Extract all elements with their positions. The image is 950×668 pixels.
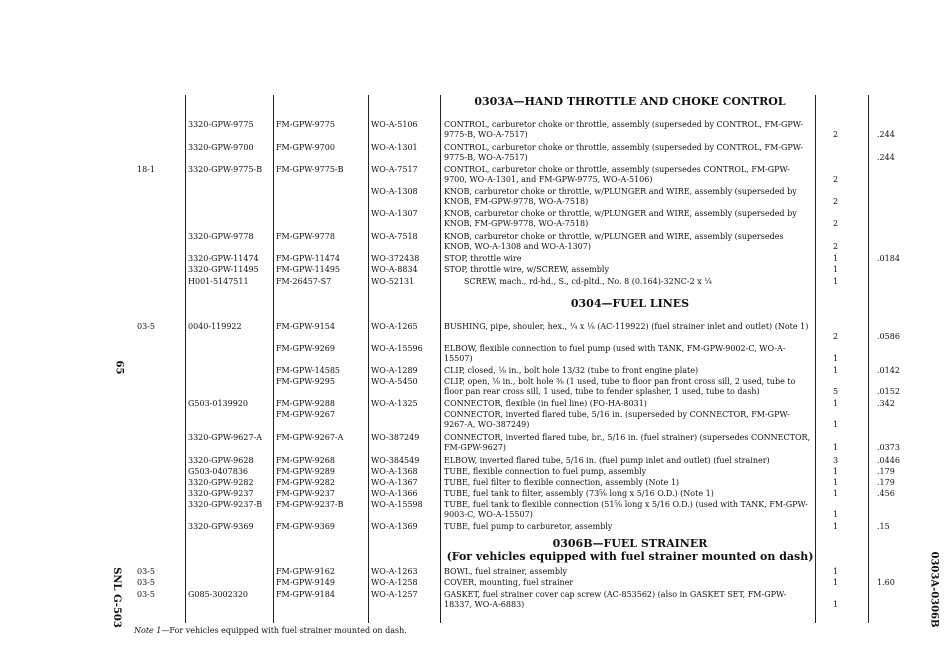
quantity: 1: [833, 254, 839, 263]
right-margin-code: 0303A-0306B: [928, 551, 940, 628]
fig-ref: 03-5: [137, 590, 155, 599]
price: .244: [877, 153, 895, 162]
description: STOP, throttle wire, w/SCREW, assembly: [444, 265, 609, 274]
ford-number: FM-GPW-9237: [276, 489, 335, 498]
description: TUBE, fuel filter to flexible connection, assembly (Note 1): [444, 478, 680, 487]
wo-number: WO-A-8834: [371, 265, 418, 274]
description: CONTROL, carburetor choke or throttle, assembly (superseded by CONTROL, FM-GPW-9775-B, WO-A-7517): [444, 120, 804, 139]
stock-number: H001-5147511: [188, 277, 249, 286]
ford-number: FM-GPW-9162: [276, 567, 335, 576]
stock-number: G503-0407836: [188, 467, 248, 476]
wo-number: WO-387249: [371, 433, 420, 442]
wo-number: WO-A-5450: [371, 377, 418, 386]
rule-1: [185, 95, 186, 623]
description: CLIP, open, ⅛ in., bolt hole ⅜ (1 used, tube to floor pan front cross sill, 2 used, tube to floor pan rear cross sill, 1 used, tube to fender splasher, 1 used, tube to dash): [444, 377, 796, 396]
price: .15: [877, 522, 890, 531]
wo-number: WO-A-1289: [371, 366, 418, 375]
ford-number: FM-GPW-9700: [276, 143, 335, 152]
wo-number: WO-A-1366: [371, 489, 418, 498]
stock-number: 3320-GPW-11474: [188, 254, 259, 263]
ford-number: FM-GPW-9268: [276, 456, 335, 465]
ford-number: FM-GPW-9288: [276, 399, 335, 408]
wo-number: WO-A-7518: [371, 232, 418, 241]
ford-number: FM-GPW-9269: [276, 344, 335, 353]
quantity: 5: [833, 387, 839, 396]
price: .244: [877, 130, 895, 139]
fig-ref: 03-5: [137, 567, 155, 576]
ford-number: FM-GPW-9267: [276, 410, 335, 419]
ford-number: FM-GPW-9289: [276, 467, 335, 476]
ford-number: FM-GPW-11474: [276, 254, 341, 263]
stock-number: 3320-GPW-9627-A: [188, 433, 263, 442]
fig-ref: 03-5: [137, 578, 155, 587]
ford-number: FM-GPW-9282: [276, 478, 335, 487]
stock-number: 3320-GPW-11495: [188, 265, 259, 274]
wo-number: WO-A-1307: [371, 209, 418, 218]
wo-number: WO-A-1258: [371, 578, 418, 587]
stock-number: 3320-GPW-9775: [188, 120, 254, 129]
ford-number: FM-GPW-9369: [276, 522, 335, 531]
quantity: 1: [833, 354, 839, 363]
quantity: 1: [833, 489, 839, 498]
ford-number: FM-GPW-9778: [276, 232, 335, 241]
rule-2: [273, 95, 274, 623]
wo-number: WO-A-1257: [371, 590, 418, 599]
wo-number: WO-A-1368: [371, 467, 418, 476]
ford-number: FM-GPW-9775-B: [276, 165, 344, 174]
wo-number: WO-A-15598: [371, 500, 423, 509]
quantity: 2: [833, 197, 839, 206]
quantity: 2: [833, 242, 839, 251]
description: CONNECTOR, flexible (in fuel line) (FO-HA-8031): [444, 399, 647, 408]
wo-number: WO-A-1308: [371, 187, 418, 196]
rule-3: [368, 95, 369, 623]
wo-number: WO-A-5106: [371, 120, 418, 129]
section-heading-fuel-strainer: 0306B—FUEL STRAINER: [552, 537, 708, 550]
stock-number: 3320-GPW-9775-B: [188, 165, 263, 174]
description: KNOB, carburetor choke or throttle, w/PLUNGER and WIRE, assembly (superseded by KNOB, FM-GPW-9778, WO-A-7518): [444, 187, 797, 206]
description: ELBOW, flexible connection to fuel pump (used with TANK, FM-GPW-9002-C, WO-A-15507): [444, 344, 786, 363]
quantity: 1: [833, 277, 839, 286]
description: STOP, throttle wire: [444, 254, 522, 263]
stock-number: 3320-GPW-9237: [188, 489, 254, 498]
wo-number: WO-A-1367: [371, 478, 418, 487]
description: TUBE, fuel tank to flexible connection (51⅝ long x 5/16 O.D.) (used with TANK, FM-GPW-9003-C, WO-A-15507): [444, 500, 808, 519]
quantity: 1: [833, 478, 839, 487]
description: TUBE, fuel tank to filter, assembly (73⅝ long x 5/16 O.D.) (Note 1): [444, 489, 714, 498]
quantity: 3: [833, 456, 839, 465]
quantity: 1: [833, 443, 839, 452]
price: .0446: [877, 456, 900, 465]
quantity: 2: [833, 219, 839, 228]
price: .456: [877, 489, 895, 498]
quantity: 1: [833, 567, 839, 576]
ford-number: FM-GPW-14585: [276, 366, 341, 375]
stock-number: 3320-GPW-9369: [188, 522, 254, 531]
quantity: 1: [833, 578, 839, 587]
price: .0586: [877, 332, 900, 341]
stock-number: 3320-GPW-9628: [188, 456, 254, 465]
wo-number: WO-A-15596: [371, 344, 423, 353]
quantity: 1: [833, 420, 839, 429]
fig-ref: 03-5: [137, 322, 155, 331]
page-number: 65: [113, 360, 125, 375]
price: 1.60: [877, 578, 895, 587]
ford-number: FM-26457-S7: [276, 277, 332, 286]
quantity: 1: [833, 510, 839, 519]
description: GASKET, fuel strainer cover cap screw (AC-853562) (also in GASKET SET, FM-GPW-18337, WO-A-6883): [444, 590, 787, 609]
stock-number: G503-0139920: [188, 399, 248, 408]
wo-number: WO-A-7517: [371, 165, 418, 174]
ford-number: FM-GPW-9149: [276, 578, 335, 587]
wo-number: WO-A-1263: [371, 567, 418, 576]
price: .179: [877, 478, 895, 487]
quantity: 2: [833, 175, 839, 184]
price: .0142: [877, 366, 900, 375]
stock-number: 3320-GPW-9700: [188, 143, 254, 152]
price: .0152: [877, 387, 900, 396]
description: BOWL, fuel strainer, assembly: [444, 567, 568, 576]
wo-number: WO-A-1265: [371, 322, 418, 331]
section-heading-throttle: 0303A—HAND THROTTLE AND CHOKE CONTROL: [474, 95, 786, 108]
description: CONNECTOR, inverted flared tube, br., 5/16 in. (fuel strainer) (supersedes CONNECTOR, FM-GPW-9627): [444, 433, 811, 452]
quantity: 1: [833, 366, 839, 375]
description: SCREW, mach., rd-hd., S., cd-pltd., No. 8 (0.164)-32NC-2 x ¼: [464, 277, 713, 286]
section-subheading-fuel-strainer: (For vehicles equipped with fuel strainer mounted on dash): [446, 550, 814, 563]
stock-number: 3320-GPW-9237-B: [188, 500, 263, 509]
ford-number: FM-GPW-9184: [276, 590, 335, 599]
rule-4: [440, 95, 441, 623]
description: KNOB, carburetor choke or throttle, w/PLUNGER and WIRE, assembly (superseded by KNOB, FM-GPW-9778, WO-A-7518): [444, 209, 797, 228]
price: .0373: [877, 443, 900, 452]
price: .179: [877, 467, 895, 476]
ford-number: FM-GPW-11495: [276, 265, 341, 274]
description: CONTROL, carburetor choke or throttle, assembly (supersedes CONTROL, FM-GPW-9700, WO-A-1301, and FM-GPW-9775, WO-A-5106): [444, 165, 790, 184]
rule-6: [868, 95, 869, 623]
wo-number: WO-A-1325: [371, 399, 418, 408]
fig-ref: 18-1: [137, 165, 155, 174]
stock-number: 0040-119922: [188, 322, 242, 331]
stock-number: 3320-GPW-9282: [188, 478, 254, 487]
stock-number: G085-3002320: [188, 590, 248, 599]
description: CONNECTOR, inverted flared tube, 5/16 in. (superseded by CONNECTOR, FM-GPW-9267-A, WO-387249): [444, 410, 790, 429]
price: .342: [877, 399, 895, 408]
ford-number: FM-GPW-9154: [276, 322, 335, 331]
description: TUBE, flexible connection to fuel pump, assembly: [444, 467, 647, 476]
description: ELBOW, inverted flared tube, 5/16 in. (fuel pump inlet and outlet) (fuel strainer): [444, 456, 770, 465]
wo-number: WO-372438: [371, 254, 420, 263]
wo-number: WO-A-1369: [371, 522, 418, 531]
description: TUBE, fuel pump to carburetor, assembly: [444, 522, 613, 531]
section-heading-fuel-lines: 0304—FUEL LINES: [570, 297, 690, 310]
description: COVER, mounting, fuel strainer: [444, 578, 574, 587]
ford-number: FM-GPW-9267-A: [276, 433, 344, 442]
stock-number: 3320-GPW-9778: [188, 232, 254, 241]
footnote-text: —For vehicles equipped with fuel strainer mounted on dash.: [161, 626, 407, 635]
footnote: [134, 626, 407, 635]
ford-number: FM-GPW-9295: [276, 377, 335, 386]
quantity: 1: [833, 600, 839, 609]
ford-number: FM-GPW-9775: [276, 120, 335, 129]
description: CONTROL, carburetor choke or throttle, assembly (superseded by CONTROL, FM-GPW-9775-B, WO-A-7517): [444, 143, 804, 162]
quantity: 1: [833, 399, 839, 408]
description: CLIP, closed, ⅛ in., bolt hole 13/32 (tube to front engine plate): [444, 366, 699, 375]
wo-number: WO-384549: [371, 456, 420, 465]
footnote-label: Note 1: [134, 626, 162, 635]
description: BUSHING, pipe, shouler, hex., ¼ x ⅛ (AC-119922) (fuel strainer inlet and outlet) (Note 1): [444, 322, 809, 331]
quantity: 1: [833, 467, 839, 476]
price: .0184: [877, 254, 900, 263]
quantity: 2: [833, 130, 839, 139]
quantity: 1: [833, 265, 839, 274]
wo-number: WO-52131: [371, 277, 415, 286]
left-margin-code: SNL G-503: [110, 567, 122, 628]
quantity: 2: [833, 332, 839, 341]
wo-number: WO-A-1301: [371, 143, 418, 152]
ford-number: FM-GPW-9237-B: [276, 500, 344, 509]
quantity: 1: [833, 522, 839, 531]
description: KNOB, carburetor choke or throttle, w/PLUNGER and WIRE, assembly (supersedes KNOB, WO-A-1308 and WO-A-1307): [444, 232, 784, 251]
